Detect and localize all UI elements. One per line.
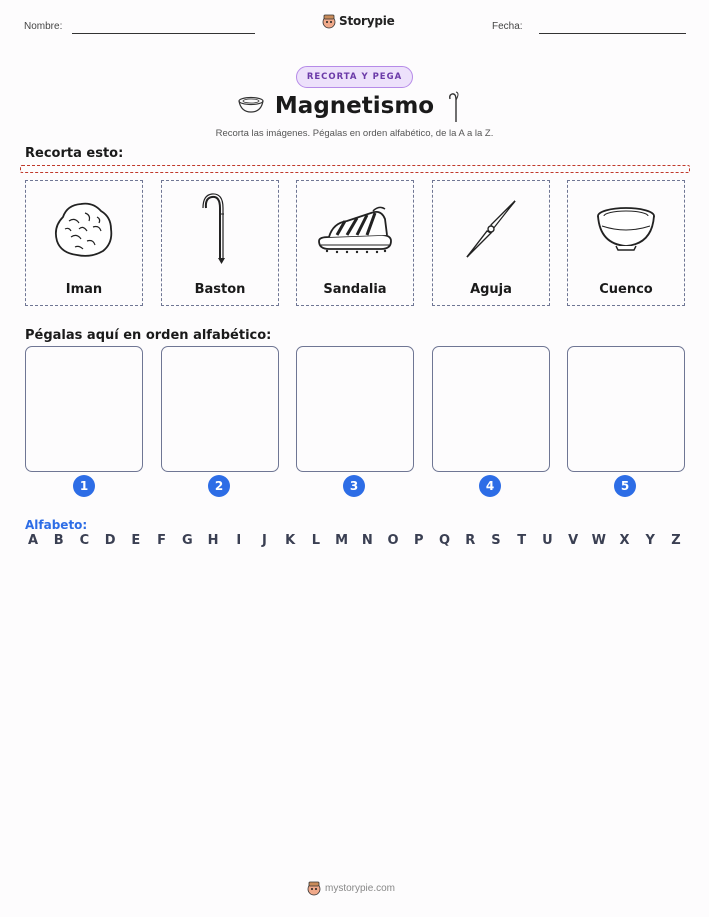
alphabet-letter: O [387,533,399,548]
paste-box-1[interactable] [25,346,143,472]
cut-card-label: Sandalia [323,282,387,297]
alphabet-letter: C [79,533,90,548]
instructions: Recorta las imágenes. Pégalas en orden alfabético, de la A a la Z. [215,128,494,139]
alphabet-letter: P [414,533,424,548]
paste-section-label: Pégalas aquí en orden alfabético: [25,328,272,343]
alphabet-letter: W [591,533,606,548]
cut-card-label: Baston [194,282,246,297]
paste-box-3[interactable] [296,346,414,472]
alphabet-letter: L [311,533,321,548]
date-label: Fecha: [492,21,523,32]
alphabet-letter: Z [671,533,681,548]
alphabet-letter: M [335,533,349,548]
storypie-mascot-icon [307,880,321,896]
alphabet-letter: G [181,533,193,548]
storypie-mascot-icon [322,13,336,29]
cut-card-label: Cuenco [599,282,653,297]
cut-card-aguja[interactable] [432,180,550,306]
alphabet-letter: N [361,533,373,548]
alphabet-letter: J [262,533,267,548]
alphabet-letter: A [27,533,39,548]
alphabet-letter: V [568,533,579,548]
alphabet-letter: Q [438,533,451,548]
cut-line [20,165,690,173]
alphabet-letter: B [53,533,64,548]
alphabet-label: Alfabeto: [25,518,88,532]
storypie-logo [322,13,395,29]
cane-icon [449,90,463,124]
alphabet-letter: H [207,533,219,548]
cut-card-sandalia[interactable] [296,180,414,306]
cut-card-cuenco[interactable] [567,180,685,306]
number-badge: 2 [208,475,230,497]
cut-card-label: Aguja [470,282,512,297]
alphabet-letter: F [157,533,167,548]
alphabet-row [25,533,684,548]
alphabet-letter: T [517,533,527,548]
activity-badge: RECORTA Y PEGA [296,66,413,88]
footer-url[interactable]: mystorypie.com [325,882,396,894]
alphabet-letter: K [285,533,296,548]
logo-text: Storypie [339,14,395,28]
alphabet-letter: E [131,533,141,548]
paste-box-5[interactable] [567,346,685,472]
page-title: Magnetismo [274,93,435,119]
cut-card-label: Iman [65,282,103,297]
number-badge: 3 [343,475,365,497]
alphabet-letter: Y [645,533,655,548]
cut-card-baston[interactable] [161,180,279,306]
paste-box-2[interactable] [161,346,279,472]
alphabet-letter: U [542,533,553,548]
paste-box-4[interactable] [432,346,550,472]
footer [307,880,395,896]
name-line[interactable] [72,33,255,34]
number-badge: 1 [73,475,95,497]
compass-needle-icon [459,195,523,263]
cane-icon [200,192,240,266]
alphabet-letter: S [491,533,501,548]
name-label: Nombre: [24,21,63,32]
bowl-icon [594,204,658,254]
alphabet-letter: R [465,533,476,548]
number-badge: 5 [614,475,636,497]
rock-icon [49,197,119,261]
alphabet-letter: D [104,533,116,548]
cut-section-label: Recorta esto: [25,146,124,161]
cut-card-iman[interactable] [25,180,143,306]
alphabet-letter: I [236,533,242,548]
alphabet-letter: X [619,533,630,548]
number-badge: 4 [479,475,501,497]
date-line[interactable] [539,33,686,34]
sandal-icon [315,199,395,259]
